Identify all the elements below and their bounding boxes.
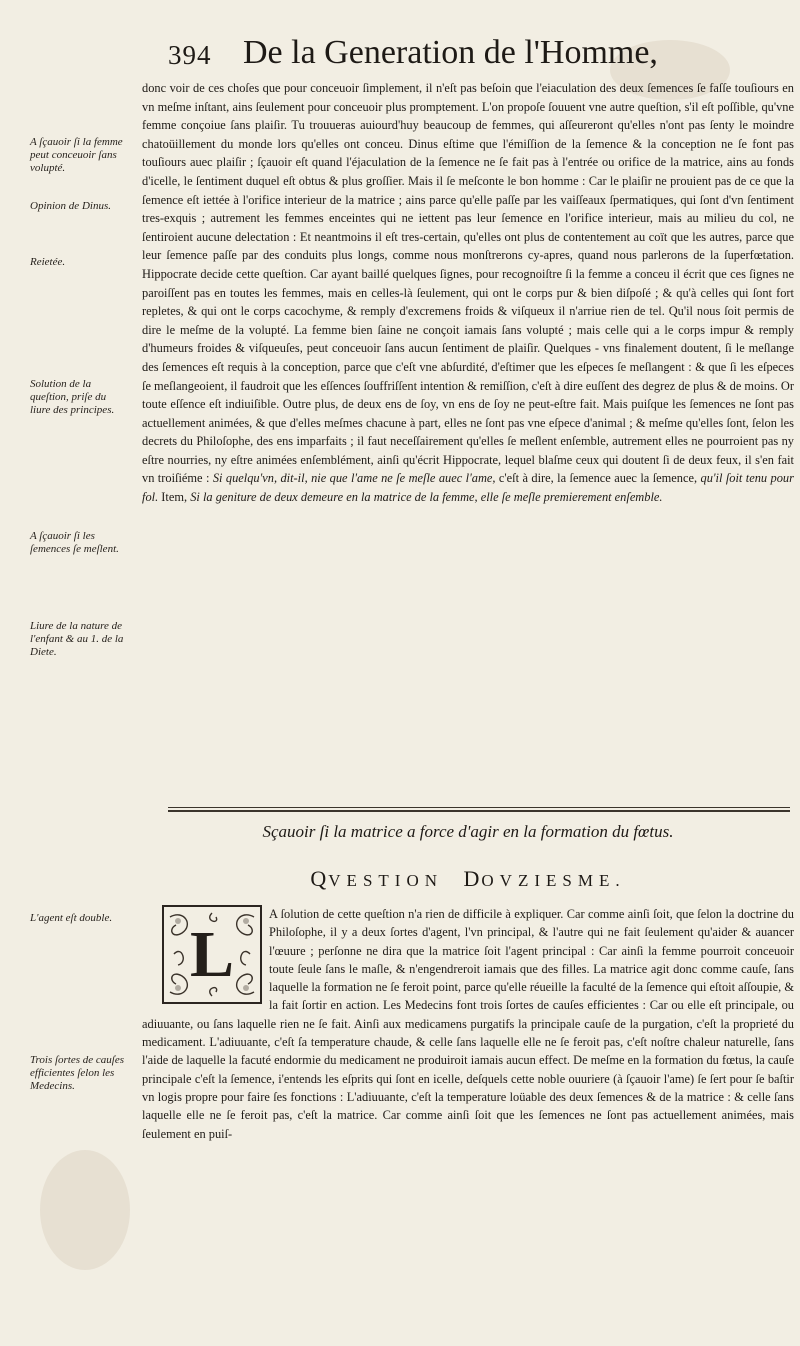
divider-rule-thick — [168, 810, 790, 812]
paragraph-1c: Item, — [161, 490, 188, 505]
quote-3: Si la geniture de deux demeure en la matrice de la femme, elle ſe meſle premierement enſemble. — [190, 490, 663, 505]
running-title: De la Generation de l'Homme, — [243, 34, 658, 71]
question-heading-q: Q — [310, 866, 329, 891]
paragraph-1-text: donc voir de ces choſes que pour conceuoir ſimplement, il n'eſt pas beſoin que l'eiaculation des deux ſemences ſe faſſe touſiours en vn meſme inſtant, ains ſeulement pour conceuoir plus promptement. L'on propoſe ſouuent vne autre queſtion, s'il eſt poſſible, qu'vne femme conçoiue ſans plaiſir. Tu trouueras auiourd'huy beaucoup de femmes, qui aſſeureront qu'elles n'ont pas ſenty le moindre chatoüillement du monde lors qu'elles ont conceu. Dinus eſtime que l'émiſſion de la ſemence & la conception ne ſe font pas touſiours auec plaiſir ; ſçauoir eſt quand l'éjaculation de la ſemence ne ſe fait pas à l'entrée ou orifice de la matrice, ains au fonds d'icelle, le ſentiment duquel eſt obtus & plus groſſier. Mais il ſe meſconte le bon homme : Car le plaiſir ne prouient pas de ce que la ſemence eſt iettée à l'orifice interieur de la matrice ; ains parce qu'elle paſſe par les vaiſſeaux ſpermatiques, qui ſont d'vn ſentiment tres-exquis ; autrement les femmes enceintes qui ne iettent pas leur ſemence en l'orifice interieur, mais au milieu du col, ne ſentiroient aucune delectation : Et neantmoins il eſt tres-certain, qu'elles ont plus de contentement au coït que les autres, parce que leur ſemence paſſe par des conduits plus longs, comme nous monſtrerons cy-apres, quand nous parlerons de la ſuperfœtation. Hippocrate decide cette queſtion. Car ayant baillé quelques ſignes, pour recognoiſtre ſi la femme a conceu il écrit que ces ſignes ne paroiſſent pas en toutes les femmes, mais en celles-là ſeulement, qui ont le corps pur & bien diſpoſé ; & qu'à celles qui ſont fort repletes, & qui ont le corps cacochyme, & remply d'excremens froids & viſqueux il n'arriue rien de tel. Qu'il nous ſoit permis de dire le meſme de la volupté. La femme bien ſaine ne conçoit iamais ſans volupté ; mais celle qui a le corps impur & remply d'humeurs froides & viſqueuſes, peut conceuoir ſans aucun ſentiment de plaiſir. Quelques - vns finalement doutent, ſi le meſlange des ſemences eſt requis à la conception, parce que c'eſt vne abſurdité, d'eſtimer que les eſpeces ſe meſlangent : & que ſi les eſpeces ſe meſlangeoient, il faudroit que les eſſences ſouffriſſent intention & remiſſion, c'eſt à dire euſſent des degrez de plus & de moins. Or toute eſſence eſt indiuiſible. Outre plus, de deux ens de ſoy, vn ens de ſoy ne peut-eſtre fait. Mais puiſque les ſemences ne ſont pas actuellement animées, & que d'elles meſmes chacune à part, elles ne ſont pas vne eſpece d'animal ; & meſme qu'elles ſont, ſelon les decrets du Philoſophe, des ens imparfaits ; il faut neceſſairement qu'elles ſe meſlent enſemble, autrement elles ne pourroient pas ny eſtre nourries, ny eſtre animées enſemblément, ainſi qu'écrit Hippocrate, lequel blaſme ceux qui doutent ſi de deux feux, il s'en fait vn troiſiéme : — [142, 81, 794, 486]
ornamental-initial — [162, 905, 262, 1004]
margin-note-reietee: Reietée. — [30, 256, 66, 268]
margin-note-causes: Trois ſortes de cauſes efficientes ſelon les Medecins. — [30, 1054, 125, 1092]
margin-note-liure: Liure de la nature de l'enfant & au 1. de la Diete. — [30, 620, 124, 658]
question-heading-rest: VESTION — [328, 871, 443, 890]
page-number: 394 — [168, 40, 212, 70]
margin-note-solution: Solution de la queſtion, priſe du liure des principes. — [30, 378, 115, 416]
question-heading-rest2: OVZIESME. — [481, 871, 626, 890]
main-text-block — [142, 79, 794, 507]
quote-1: Si quelqu'vn, dit-il, nie que l'ame ne ſe meſle auec l'ame, — [212, 471, 496, 486]
quote-2: qu'il ſoit tenu pour fol. — [142, 471, 794, 505]
divider-rule — [168, 807, 790, 808]
question-heading-d: D — [463, 866, 482, 891]
section-title: Sçauoir ſi la matrice a force d'agir en la formation du fœtus. — [262, 822, 674, 841]
paragraph-2: A ſolution de cette queſtion n'a rien de difficile à expliquer. Car comme ainſi ſoit, que ſelon la doctrine du Philoſophe, il y a deux ſortes d'agent, l'vn principal, & l'autre qui ne fait ſeulement qu'aider & auancer l'œuure ; perſonne ne dira que la matrice ſoit l'agent principal : Car ainſi la femme pourroit conceuoir toute ſeule ſans le maſle, & n'engendreroit iamais que des filles. La matrice agit donc comme cauſe, ſans laquelle la formation ne ſe feroit point, parce qu'elle réueille la faculté de la ſemence qui eſtoit aſſoupie, & la fait ſortir en action. Les Medecins font trois ſortes de cauſes efficientes : Car ou elle eſt principale, ou adiuuante, ou ſans laquelle rien ne ſe fait. Ainſi aux medicamens purgatifs la principale cauſe de la purgation, c'eſt la proprieté du medicament. L'adiuuante, c'eſt ſa temperature chaude, & celle ſans laquelle elle ne ſe feroit pas, c'eſt noſtre chaleur naturelle, ſans l'aide de laquelle la facuté endormie du medicament ne produiroit iamais aucun effect. De meſme en la formation du fœtus, la cauſe principale c'eſt la ſemence, i'entends les eſprits qui ſont en icelle, deſquels cette noble ouuriere (à ſçauoir l'ame) ſe ſert pour ſe baſtir vn logis propre pour faire ſes fonctions : L'adiuuante, c'eſt la temperature loüable des deux ſemences & de la matrice : & celle ſans laquelle elle ne ſe feroit pas, c'eſt la matrice. Car comme ainſi ſoit que les ſemences ne ſont pas actuellement animées, mais ſeulement en puiſ- — [142, 907, 794, 1141]
margin-note-volupte: A ſçauoir ſi la femme peut conceuoir ſans volupté. — [30, 136, 123, 174]
margin-note-semences: A ſçauoir ſi les ſemences ſe meſlent. — [30, 530, 119, 555]
margin-note-dinus: Opinion de Dinus. — [30, 200, 111, 212]
paragraph-1 — [142, 79, 794, 507]
question-heading — [142, 866, 794, 892]
margin-note-agent: L'agent eſt double. — [30, 912, 113, 924]
dropcap-letter: L — [189, 917, 235, 991]
paragraph-1b: c'eſt à dire, la ſemence auec la ſemence, — [498, 471, 698, 486]
